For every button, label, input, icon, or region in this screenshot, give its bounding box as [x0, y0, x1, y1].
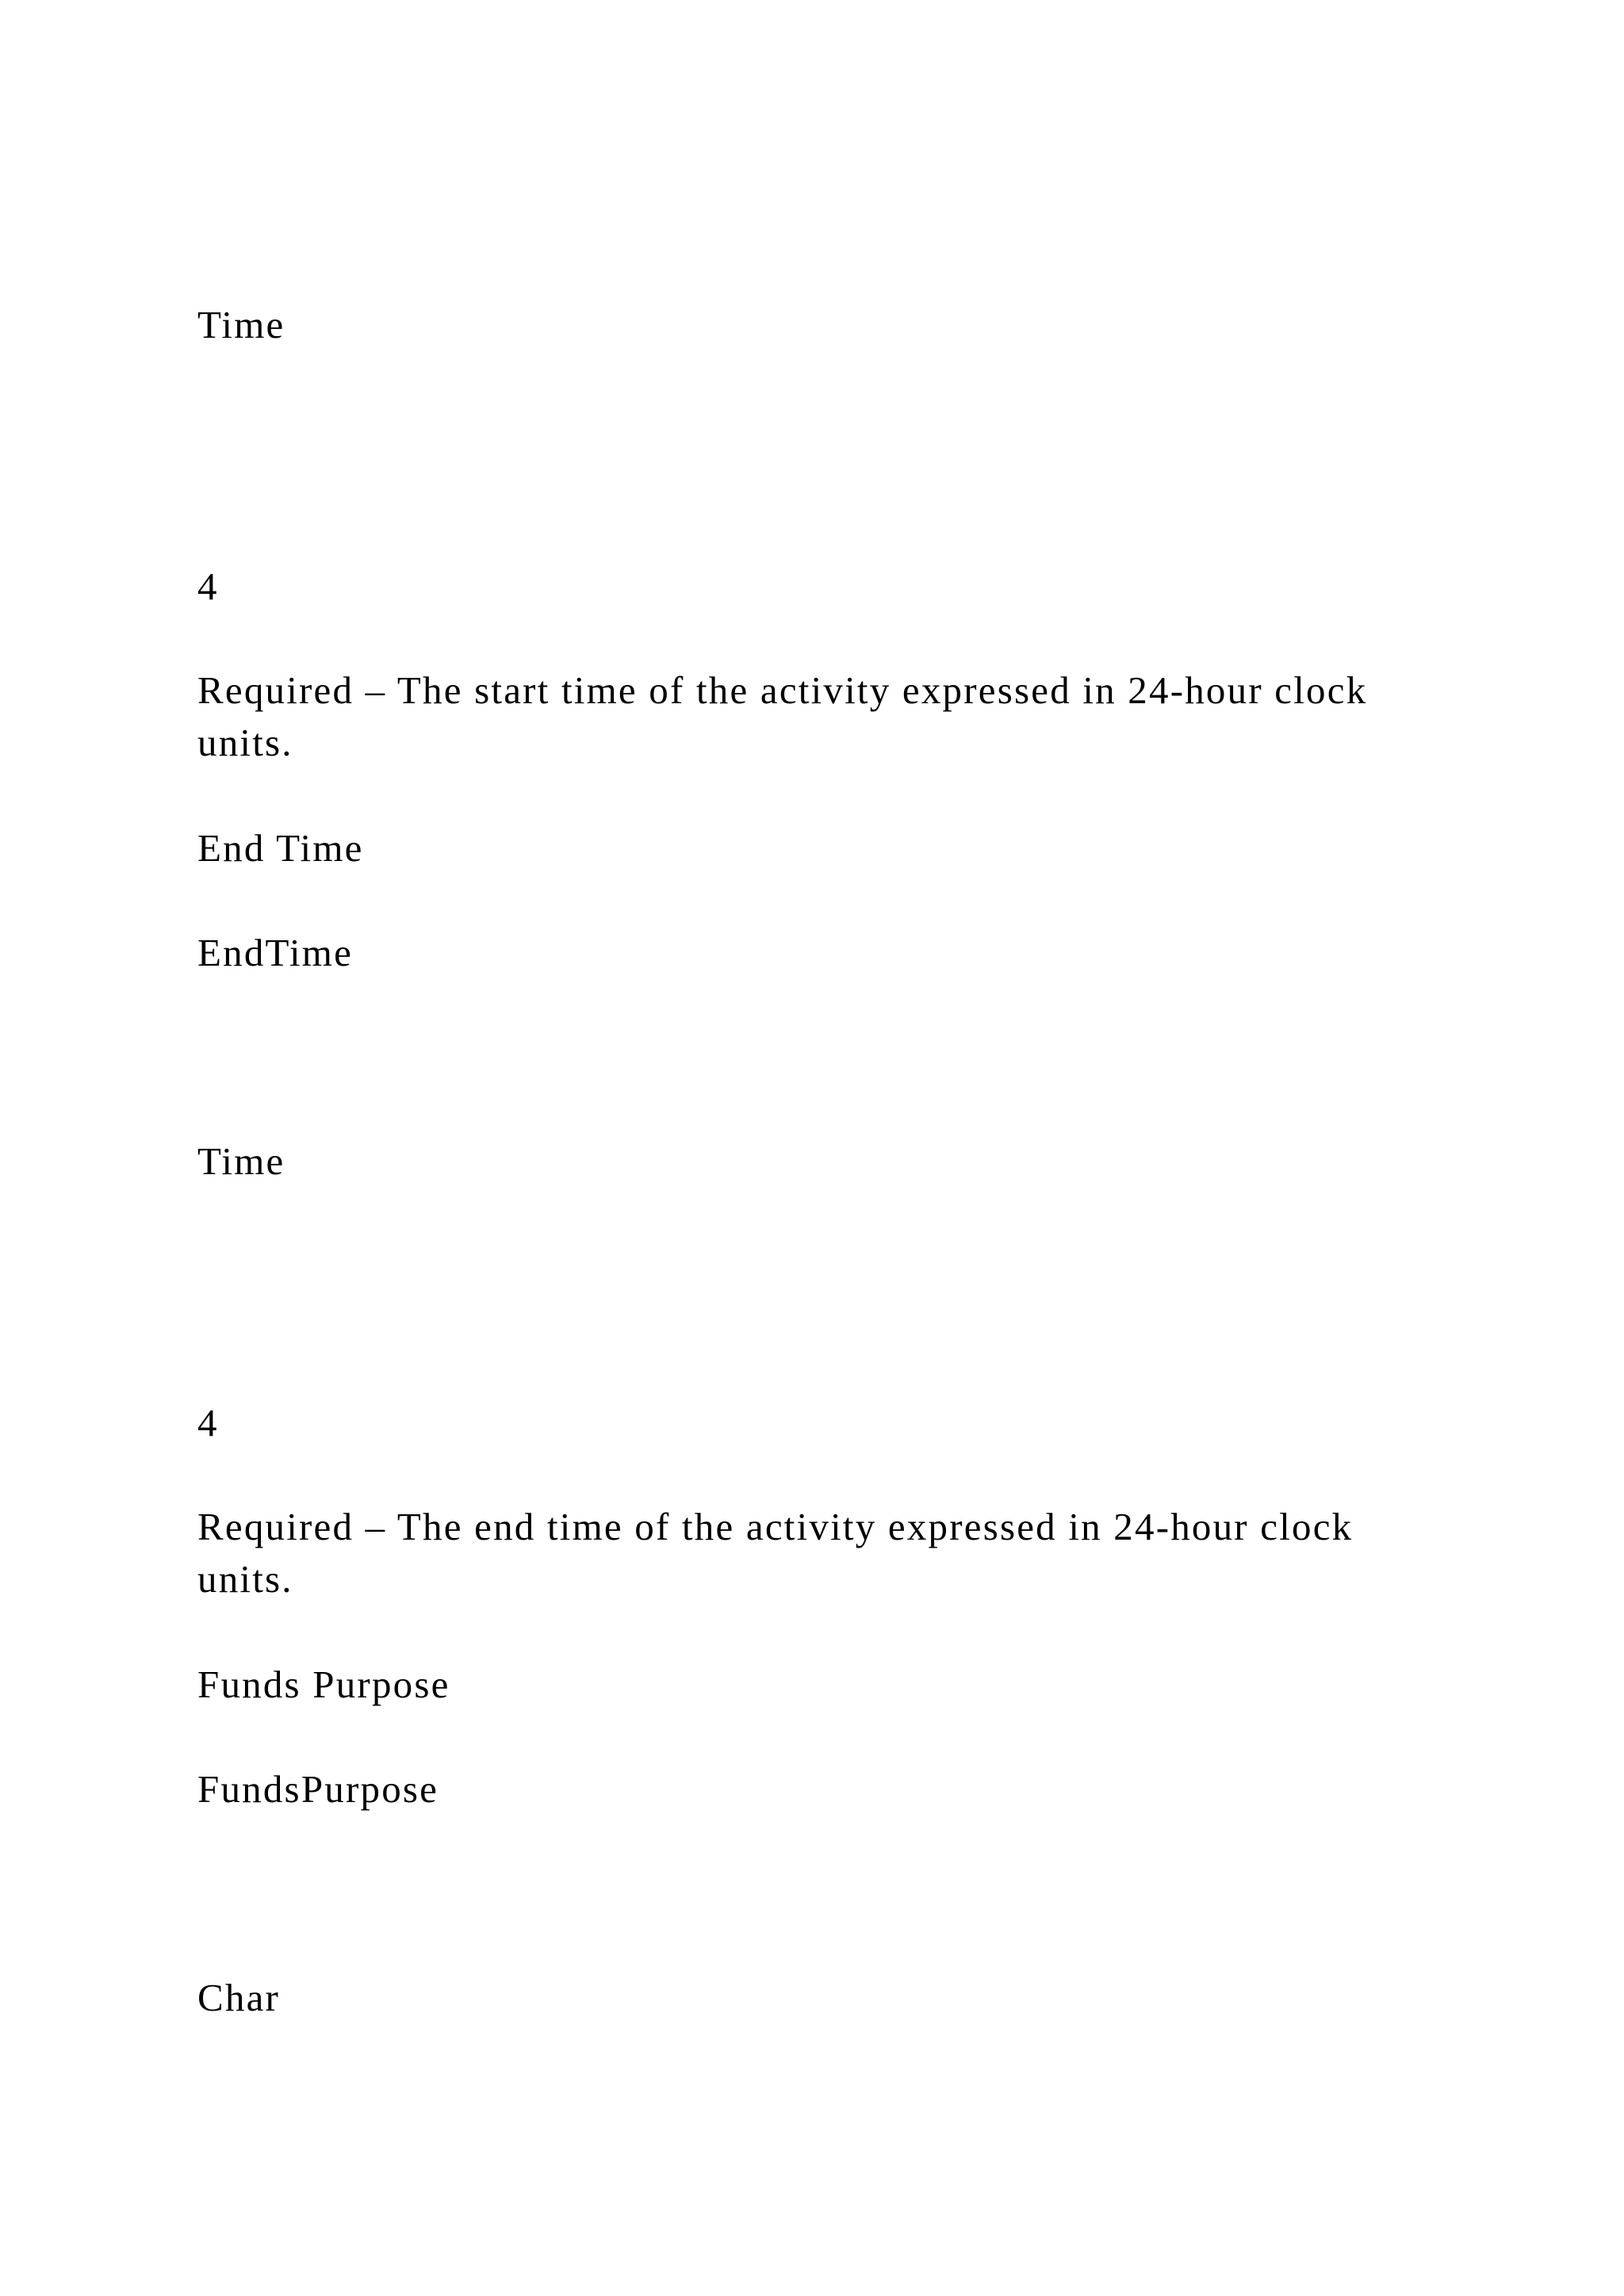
field-identifier-text: FundsPurpose: [197, 1767, 439, 1811]
field-description-text: Required – The start time of the activity expressed in 24-hour clock units.: [197, 668, 1368, 764]
field-length-text: 4: [197, 564, 219, 608]
field-name-text: Funds Purpose: [197, 1663, 450, 1706]
data-type-text: Time: [197, 303, 285, 346]
data-type-text: Time: [197, 1139, 285, 1183]
field-description-text: Required – The end time of the activity expressed in 24-hour clock units.: [197, 1505, 1354, 1601]
field-identifier-text: EndTime: [197, 931, 354, 974]
field-name-text: End Time: [197, 826, 364, 870]
field-length-text: 4: [197, 1401, 219, 1445]
data-type-text: Char: [197, 1976, 281, 2019]
